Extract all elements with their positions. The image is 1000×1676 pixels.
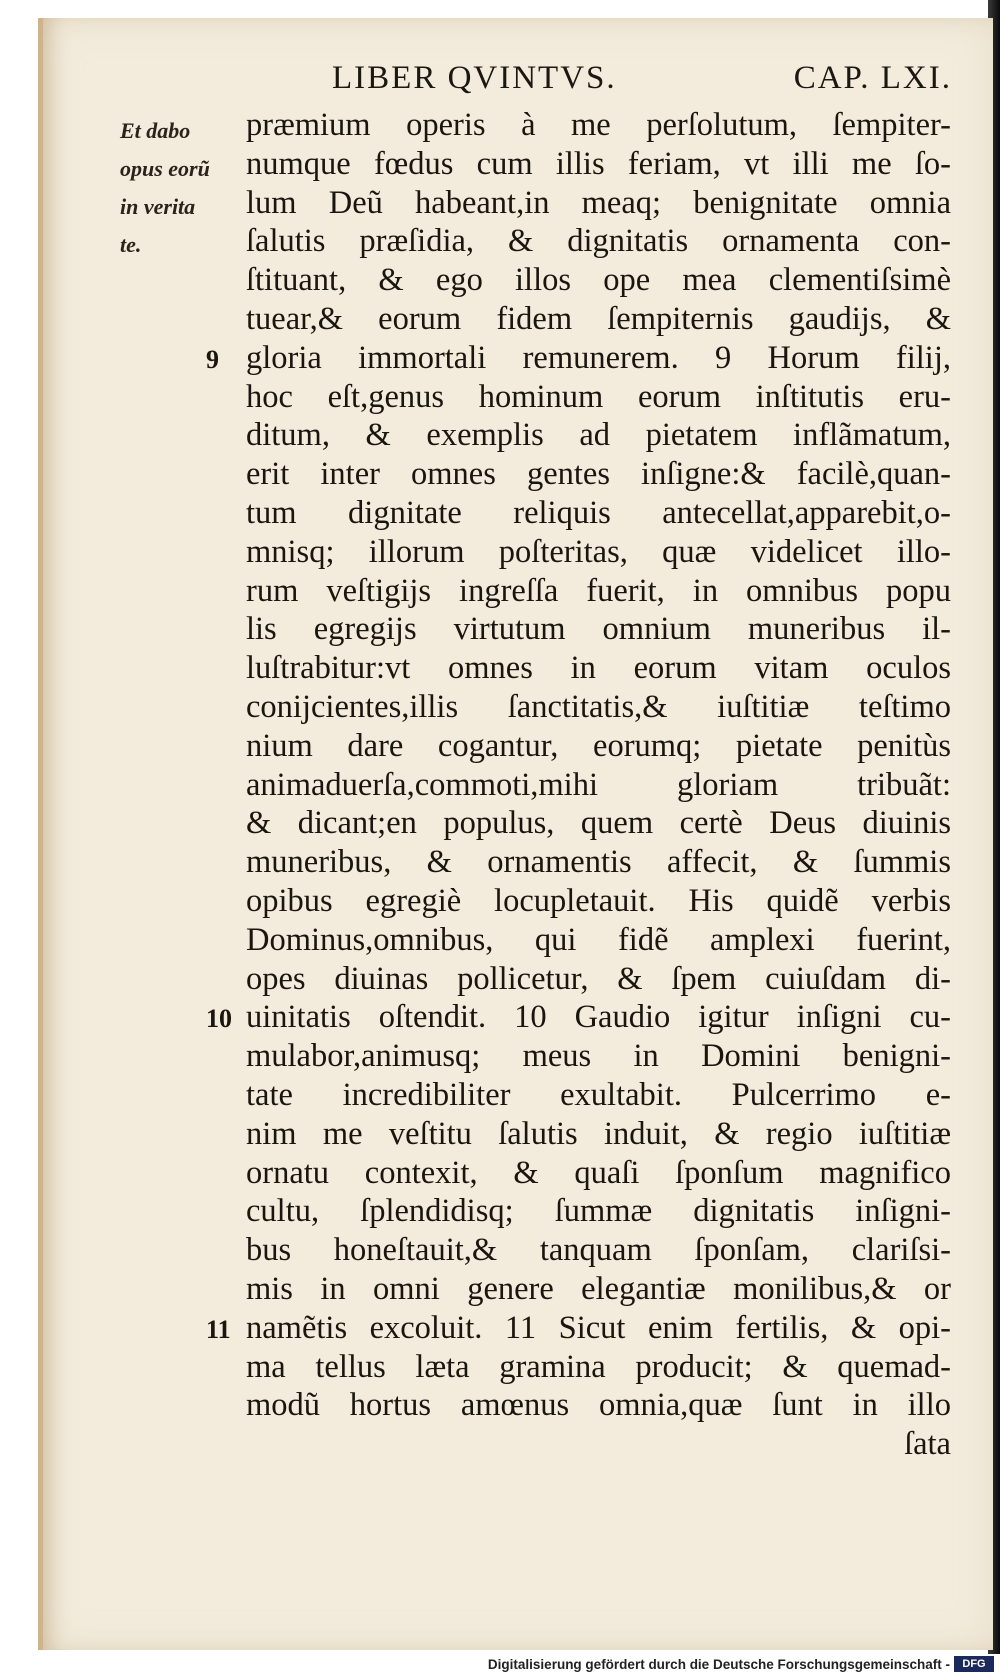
text-line: uinitatis oſtendit. 10 Gaudio igitur inſigni cu-	[246, 999, 951, 1036]
text-line: mulabor,animusq; meus in Domini benigni-	[246, 1038, 951, 1075]
margin-note-line: te.	[120, 232, 142, 257]
running-head-chapter: CAP. LXI.	[793, 60, 952, 96]
margin-note-line: Et dabo	[120, 118, 191, 143]
text-line: gloria immortali remunerem. 9 Horum filij,	[246, 339, 951, 376]
text-line: tuear,& eorum fidem ſempiternis gaudijs, &	[246, 300, 951, 337]
text-line: lis egregijs virtutum omnium muneribus il-	[246, 611, 951, 648]
text-line: ſtituant, & ego illos ope mea clementiſsimè	[246, 262, 951, 299]
text-line: opes diuinas pollicetur, & ſpem cuiuſdam di-	[246, 960, 951, 997]
text-line: & dicant;en populus, quem certè Deus diuinis	[246, 805, 951, 842]
text-line: ditum, & exemplis ad pietatem inflãmatum,	[246, 417, 951, 454]
running-head-title: LIBER QVINTVS.	[332, 60, 617, 96]
dfg-logo: DFG	[954, 1656, 994, 1672]
text-line: modũ hortus amœnus omnia,quæ ſunt in illo	[246, 1387, 951, 1424]
text-line: mnisq; illorum poſteritas, quæ videlicet illo-	[246, 533, 951, 570]
running-head	[332, 60, 952, 102]
verse-number: 10	[206, 1004, 232, 1034]
text-line: ornatu contexit, & quaſi ſponſum magnifico	[246, 1154, 951, 1191]
text-line: bus honeſtauit,& tanquam ſponſam, clariſsi-	[246, 1232, 951, 1269]
text-line: rum veſtigijs ingreſſa fuerit, in omnibus popu	[246, 572, 951, 609]
footer-credit: Digitalisierung gefördert durch die Deutsche Forschungsgemeinschaft -	[487, 1657, 950, 1672]
text-line: Dominus,omnibus, qui fidẽ amplexi fuerint,	[246, 921, 951, 958]
text-line: erit inter omnes gentes inſigne:& facilè,quan-	[246, 456, 951, 493]
text-line: nium dare cogantur, eorumq; pietate penitùs	[246, 727, 951, 764]
text-line: luſtrabitur:vt omnes in eorum vitam oculos	[246, 650, 951, 687]
footer-bar	[0, 1654, 1000, 1676]
margin-note-line: in verita	[120, 194, 196, 219]
text-line: numque fœdus cum illis feriam, vt illi me ſo-	[246, 145, 951, 182]
text-line: conijcientes,illis ſanctitatis,& iuſtitiæ teſtimo	[246, 688, 951, 725]
body-text	[246, 106, 951, 1464]
text-line: namẽtis excoluit. 11 Sicut enim fertilis, & opi-	[246, 1309, 951, 1346]
text-line: ma tellus læta gramina producit; & quemad-	[246, 1348, 951, 1385]
text-line: ſata	[904, 1426, 951, 1463]
text-line: tate incredibiliter exultabit. Pulcerrimo e-	[246, 1076, 951, 1113]
text-line: nim me veſtitu ſalutis induit, & regio iuſtitiæ	[246, 1115, 951, 1152]
text-line: lum Deũ habeant,in meaq; benignitate omnia	[246, 184, 951, 221]
text-line: tum dignitate reliquis antecellat,apparebit,o-	[246, 494, 951, 531]
margin-note	[120, 112, 250, 264]
text-line: muneribus, & ornamentis affecit, & ſummis	[246, 844, 951, 881]
text-line: præmium operis à me perſolutum, ſempiter-	[246, 107, 951, 143]
text-line: ſalutis præſidia, & dignitatis ornamenta con-	[246, 223, 951, 260]
verse-number: 9	[206, 344, 219, 374]
text-line: cultu, ſplendidisq; ſummæ dignitatis inſigni-	[246, 1193, 951, 1230]
text-line: hoc eſt,genus hominum eorum inſtitutis eru-	[246, 378, 951, 415]
verse-number: 11	[206, 1314, 231, 1344]
text-line: opibus egregiè locupletauit. His quidẽ verbis	[246, 882, 951, 919]
margin-note-line: opus eorũ	[120, 156, 210, 181]
text-line: mis in omni genere elegantiæ monilibus,& or	[246, 1270, 951, 1307]
text-line: animaduerſa,commoti,mihi gloriam tribuãt:	[246, 766, 951, 803]
